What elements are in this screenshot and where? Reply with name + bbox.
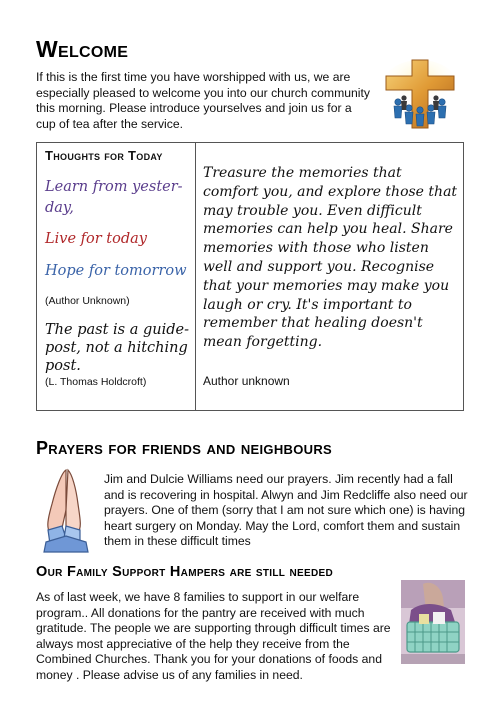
welcome-heading: Welcome xyxy=(36,36,129,62)
thoughts-title: Thoughts for Today xyxy=(45,148,163,163)
quote-live: Live for today xyxy=(45,231,147,247)
quote-past: The past is a guide-post, not a hitching post. xyxy=(45,322,189,374)
quote-learn: Learn from yester-day, xyxy=(45,179,183,216)
author-unknown-2: Author unknown xyxy=(203,374,290,388)
hampers-heading: Our Family Support Hampers are still needed xyxy=(36,564,333,580)
thoughts-divider xyxy=(195,143,196,410)
welcome-text: If this is the first time you have worshipped with us, we are especially pleased to welcome you into our church community this morning. Please introduce yourselves and join us for a cup of tea after the service. xyxy=(36,70,370,131)
thoughts-box xyxy=(36,142,464,411)
hampers-text: As of last week, we have 8 families to support in our welfare program.. All donations for the pantry are received with much gratitude. The people we are supporting through difficult times are always most appreciative of the help they receive from the Combined Churches. Thank you for your donations of foods and money . Please advise us of any families in need. xyxy=(36,590,391,682)
cross-with-people-icon xyxy=(378,58,462,136)
quote-treasure: Treasure the memories that comfort you, and explore those that may trouble you. Even difficult memories can help you heal. Share memories with those who listen well and support you. Recognise that your memories may make you laugh or cry. It's important to remember that healing doesn't mean forgetting. xyxy=(203,165,458,351)
prayers-heading: Prayers for friends and neighbours xyxy=(36,438,332,458)
author-holdcroft: (L. Thomas Holdcroft) xyxy=(45,376,147,388)
praying-hands-icon xyxy=(36,466,98,556)
author-unknown-1: (Author Unknown) xyxy=(45,295,130,307)
prayers-text: Jim and Dulcie Williams need our prayers. Jim recently had a fall and is recovering in hospital. Alwyn and Jim Redcliffe also need our prayers. One of them (sorry that I am not sure which one) is having heart surgery on Monday. May the Lord, comfort them and sustain them in these difficult times xyxy=(104,472,468,549)
quote-hope: Hope for tomorrow xyxy=(45,263,187,279)
hamper-basket-photo xyxy=(401,580,465,664)
